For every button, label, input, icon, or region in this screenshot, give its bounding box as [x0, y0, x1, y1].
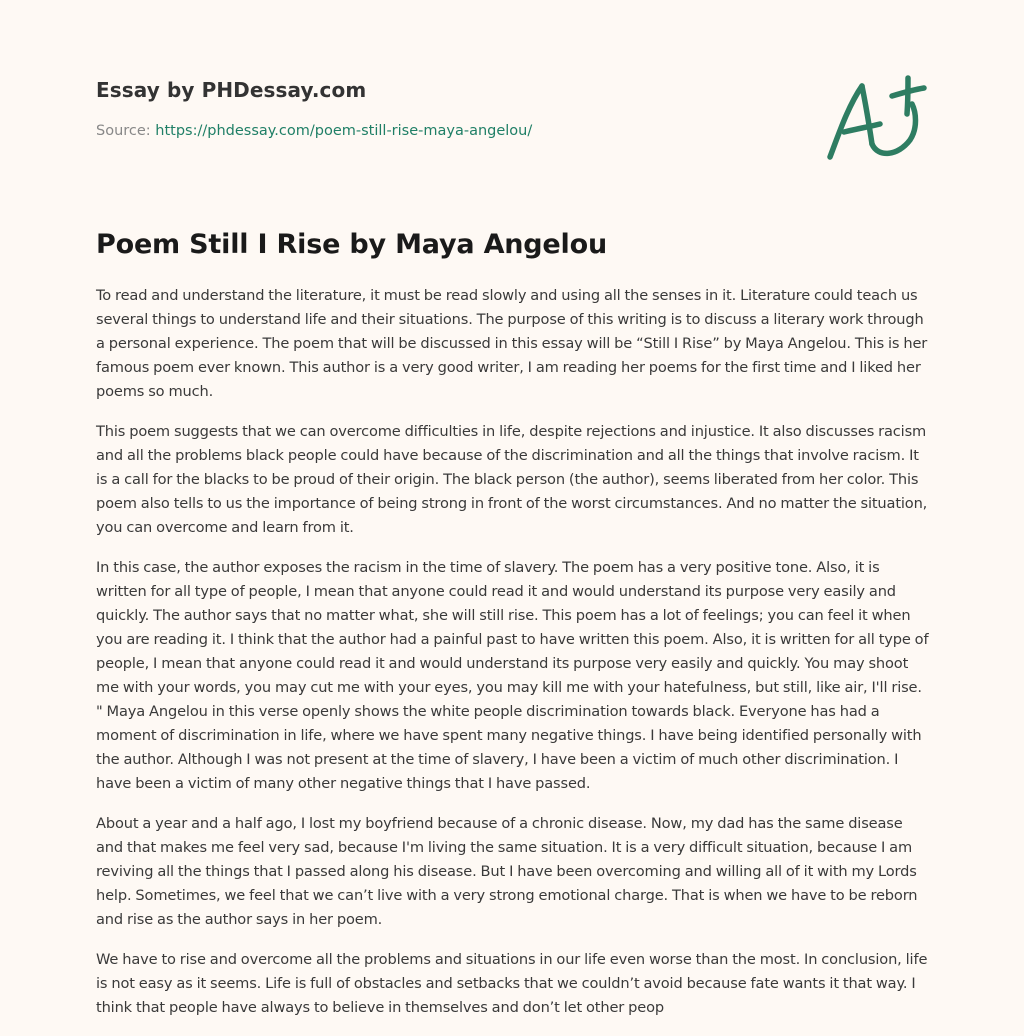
a-plus-grade-icon: [820, 66, 930, 166]
essay-title: Poem Still I Rise by Maya Angelou: [96, 229, 607, 260]
essay-paragraph: About a year and a half ago, I lost my boyfriend because of a chronic disease. Now, my dad has the same disease and that makes me feel very sad, because I'm living the same situation. It is a very difficult situation, because I am reviving all the things that I passed along his disease. But I have been overcoming and willing all of it with my Lords help. Sometimes, we feel that we can’t live with a very strong emotional charge. That is when we have to be reborn and rise as the author says in her poem.: [96, 815, 918, 928]
source-label: Source:: [96, 123, 151, 139]
essay-paragraph: We have to rise and overcome all the problems and situations in our life even worse than the most. In conclusion, life is not easy as it seems. Life is full of obstacles and setbacks that we couldn’t avoid because fate wants it that way. I think that people have always to believe in themselves and don’t let other peop: [96, 951, 928, 1016]
page-header: [96, 76, 796, 141]
essay-paragraph: In this case, the author exposes the racism in the time of slavery. The poem has a very positive tone. Also, it is written for all type of people, I mean that anyone could read it and would understand its purpose very easily and quickly. The author says that no matter what, she will still rise. This poem has a lot of feelings; you can feel it when you are reading it. I think that the author had a painful past to have written this poem. Also, it is written for all type of people, I mean that anyone could read it and would understand its purpose very easily and quickly. You may shoot me with your words, you may cut me with your eyes, you may kill me with your hatefulness, but still, like air, I'll rise. " Maya Angelou in this verse openly shows the white people discrimination towards black. Everyone has had a moment of discrimination in life, where we have spent many negative things. I have being identified personally with the author. Although I was not present at the time of slavery, I have been a victim of much other discrimination. I have been a victim of many other negative things that I have passed.: [96, 559, 929, 792]
source-link[interactable]: https://phdessay.com/poem-still-rise-maya-angelou/: [155, 123, 533, 139]
site-title: Essay by PHDessay.com: [96, 78, 367, 102]
essay-paragraph: To read and understand the literature, it must be read slowly and using all the senses in it. Literature could teach us several things to understand life and their situations. The purpose of this writing is to discuss a literary work through a personal experience. The poem that will be discussed in this essay will be “Still I Rise” by Maya Angelou. This is her famous poem ever known. This author is a very good writer, I am reading her poems for the first time and I liked her poems so much.: [96, 287, 928, 400]
essay-paragraph: This poem suggests that we can overcome difficulties in life, despite rejections and injustice. It also discusses racism and all the problems black people could have because of the discrimination and all the things that involve racism. It is a call for the blacks to be proud of their origin. The black person (the author), seems liberated from her color. This poem also tells to us the importance of being strong in front of the worst circumstances. And no matter the situation, you can overcome and learn from it.: [96, 423, 928, 536]
source-line: [96, 121, 796, 141]
essay-article: [96, 226, 932, 1036]
